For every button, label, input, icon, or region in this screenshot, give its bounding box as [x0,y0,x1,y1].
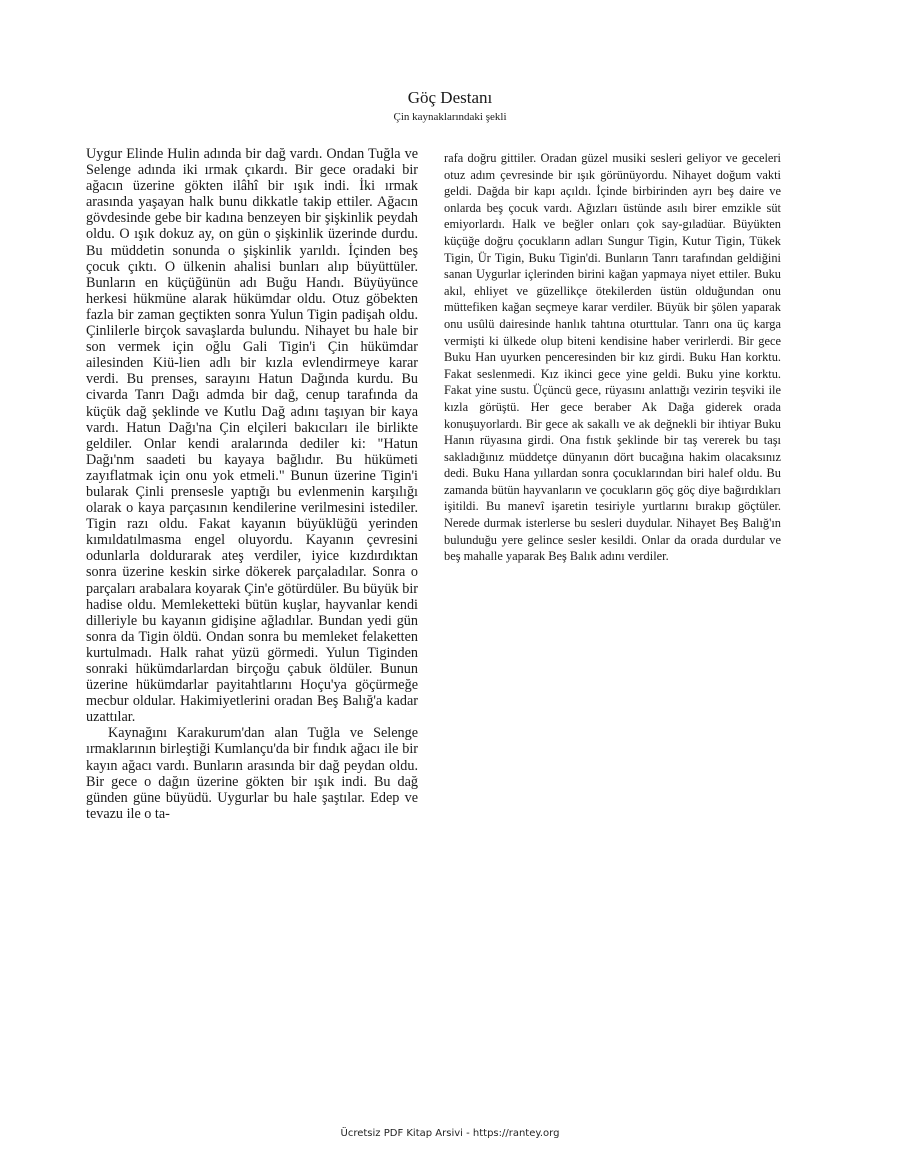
paragraph: rafa doğru gittiler. Oradan güzel musiki sesleri geliyor ve geceleri otuz adım çevresinde bir ışık görünüyordu. Nihayet doğum vakti geldi. Dağda bir kapı açıldı. İçinde birbirinden ayrı beş daire ve onlarda beş çocuk vardı. Ağızları üstünde asılı birer emzikle süt emiyorlardı. Halk ve beğler onları çok say-gıladüar. Büyükten küçüğe doğru çocukların adları Sungur Tigin, Kutur Tigin, Tükek Tigin, Ür Tigin, Buku Tigin'di. Bunların Tanrı tarafından geldiğini sanan Uygurlar içlerinden birini kağan yapmaya niyet ettiler. Buku akıl, ehliyet ve güzellikçe ötekilerden üstün olduğundan onu müttefiken kağan seçmeye karar verdiler. Büyük bir şölen yaparak onu usûlü dairesinde hanlık tahtına oturttular. Tanrı ona üç karga vermişti ki ülkede olup biteni kendisine haber verirlerdi. Bir gece Buku Han uyurken penceresinden bir kız girdi. Buku Han korktu. Fakat seslenmedi. Kız ikinci gece yine geldi. Buku yine korktu. Fakat yine sustu. Üçüncü gece, rüyasını anlattığı vezirin teşviki ile kızla görüştü. Her gece beraber Ak Dağa giderek orada konuşuyorlardı. Bir gece ak sakallı ve ak değnekli bir ihtiyar Buku Hanın rüyasına girdi. Ona fıstık şeklinde bir taş vererek bu taşı sakladığınız müddetçe dünyanın dört bucağına hakim olacaksınız dedi. Buku Hana yıllardan sonra çocuklarından biri halef oldu. Bu zamanda bütün hayvanların ve çocukların göç göç diye bağırdıkları işitildi. Bu manevî işaretin tesiriyle yurtlarını bırakıp göçtüler. Nerede durmak isterlerse bu sesleri duydular. Nihayet Beş Balığ'ın bulunduğu yere gelince sesler kesildi. Onlar da orada durdular ve beş mahalle yaparak Beş Balık adını verdiler. [444,151,781,564]
right-text-column [444,150,781,565]
paragraph: Kaynağını Karakurum'dan alan Tuğla ve Selenge ırmaklarının birleştiği Kumlançu'da bir fındık ağacı ile bir kayın ağacı vardı. Bunların arasında bir dağ peydan oldu. Bir gece o dağın üzerine gökten bir ışık indi. Bu dağ günden güne büyüdü. Uygurlar bu hale şaştılar. Edep ve tevazu ile o ta- [86,725,418,822]
footer-source-link[interactable]: Ücretsiz PDF Kitap Arsivi - https://rantey.org [340,1128,560,1139]
left-text-column [86,146,418,822]
page-title: Göç Destanı [407,88,493,107]
page-subtitle: Çin kaynaklarındaki şekli [393,111,507,123]
paragraph: Uygur Elinde Hulin adında bir dağ vardı. Ondan Tuğla ve Selenge adında iki ırmak çıkardı. Bir gece oradaki bir ağacın üzerine gökten ilâhî bir ışık indi. İki ırmak arasında yaşayan halk bunu dikkatle takip ettiler. Ağacın gövdesinde gebe bir kadına benzeyen bir şişkinlik peydah oldu. O ışık dokuz ay, on gün o şişkinlik üzerinde durdu. Bu müddetin sonunda o şişkinlik yarıldı. İçinden beş çocuk çıktı. O ülkenin ahalisi bunları alıp büyüttüler. Bunların en küçüğünün adı Buğu Handı. Büyüyünce herkesi hükmüne alarak hükümdar oldu. Otuz göbekten fazla bir zaman geçtikten sonra Yulun Tigin padişah oldu. Çinlilerle birçok savaşlarda bulundu. Nihayet bu hale bir son vermek için oğlu Gali Tigin'i Çin hükümdar ailesinden Kiü-lien adlı bir kızla evlendirmeye karar verdi. Bu prenses, sarayını Hatun Dağında kurdu. Bu civarda Tanrı Dağı admda bir dağ, cenup tarafında da küçük dağ şeklinde ve Kutlu Dağ adını taşıyan bir kaya vardı. Hatun Dağı'na Çin elçileri bakıcıları ile birlikte geldiler. Onlar kendi aralarında dediler ki: "Hatun Dağı'nm saadeti bu kayaya bağlıdır. Bu hükümeti zayıflatmak için onu yok etmeli." Bunun üzerine Tigin'i bularak Çinli prensesle yaptığı bu evlenmenin karşılığı olarak o kaya parçasının kendilerine verilmesini istediler. Tigin razı oldu. Fakat kayanın büyüklüğü yerinden kımıldatılmasma engel oluyordu. Kayanın çevresini odunlarla doldurarak ateş verdiler, iyice kızdırdıktan sonra üzerine keskin sirke dökerek parçaladılar. Sonra o parçaları arabalara koyarak Çin'e götürdüler. Bu büyük bir hadise oldu. Memleketteki bütün kuşlar, hayvanlar kendi dilleriyle bu kayanın gidişine ağladılar. Bundan yedi gün sonra da Tigin öldü. Ondan sonra bu memleket felaketten kurtulmadı. Halk rahat yüzü görmedi. Yulun Tiginden sonraki hükümdarlardan birçoğu çabuk öldüler. Bunun üzerine hükümdarlar payitahtlarını Hoçu'ya göçürmeğe mecbur oldular. Hakimiyetlerini oradan Beş Balığ'a kadar uzattılar. [86,146,418,726]
